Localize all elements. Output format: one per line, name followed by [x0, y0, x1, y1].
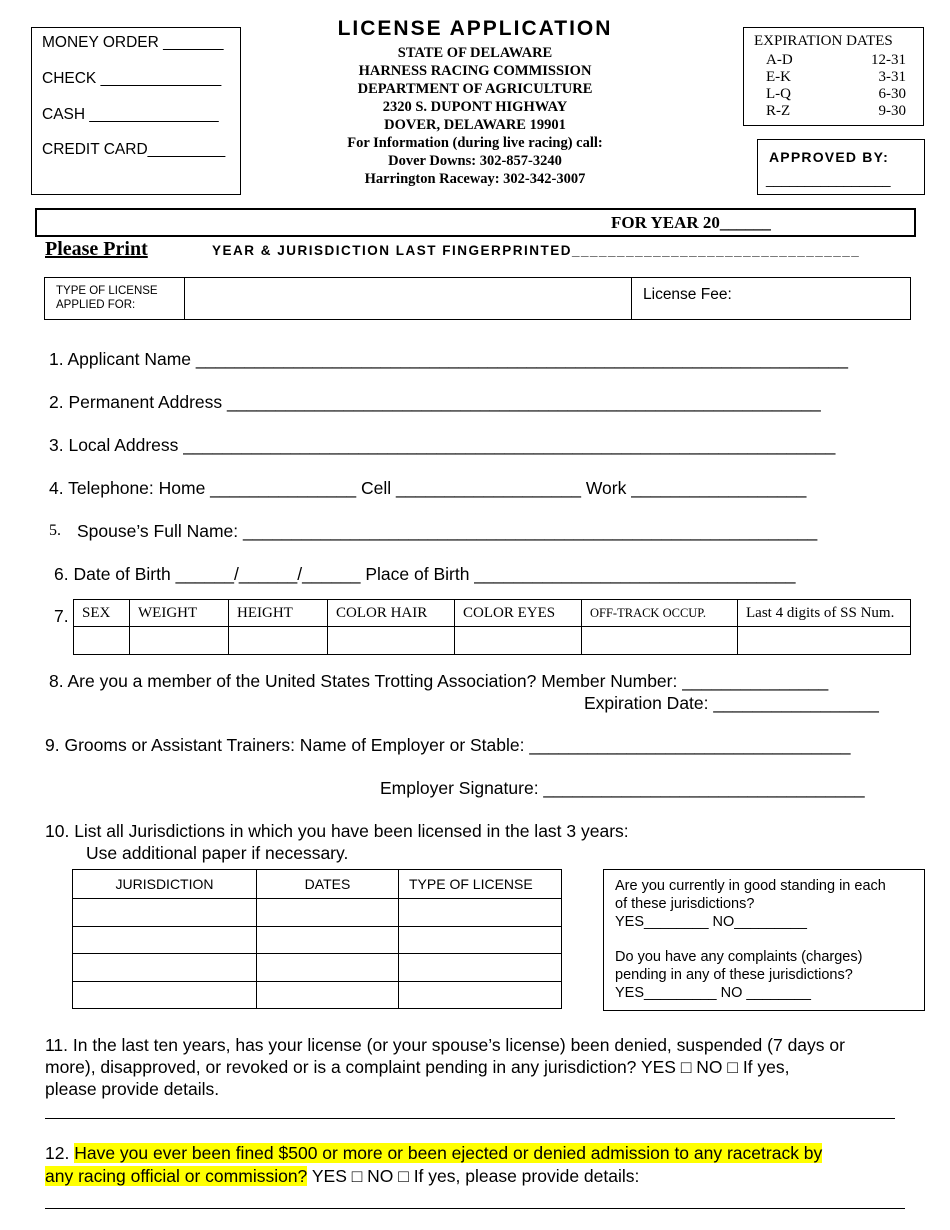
dates-cell[interactable] — [257, 954, 399, 982]
color-eyes-header: COLOR EYES — [455, 600, 582, 627]
license-type-label: TYPE OF LICENSE APPLIED FOR: — [45, 278, 185, 319]
harrington-phone: Harrington Raceway: 302-342-3007 — [364, 171, 586, 187]
q12-highlight-2: any racing official or commission? — [45, 1166, 308, 1186]
q11-line1: 11. In the last ten years, has your license (or your spouse’s license) been denied, suspended (7 days or — [45, 1035, 845, 1055]
ssn-last4-header: Last 4 digits of SS Num. — [738, 600, 911, 627]
ssn-last4-cell[interactable] — [738, 627, 911, 655]
year-bar — [35, 208, 916, 237]
color-eyes-cell[interactable] — [455, 627, 582, 655]
expiration-row: A-D 12-31 — [766, 52, 906, 68]
off-track-occupation-header: OFF-TRACK OCCUP. — [582, 600, 738, 627]
height-header: HEIGHT — [229, 600, 328, 627]
sex-header: SEX — [74, 600, 130, 627]
local-address-field[interactable]: 3. Local Address ___________________________________________________________________ — [49, 435, 836, 455]
employer-signature-field[interactable]: Employer Signature: _________________________________ — [380, 778, 865, 798]
type-of-license-header: TYPE OF LICENSE — [399, 870, 562, 899]
membership-expiration-field[interactable]: Expiration Date: _________________ — [584, 693, 879, 713]
complaints-answer[interactable]: YES_________ NO ________ — [615, 985, 811, 1001]
jurisdictions-table — [72, 869, 562, 1009]
state-line: STATE OF DELAWARE — [397, 45, 553, 61]
table-row — [73, 926, 562, 954]
cash-field[interactable]: CASH _______________ — [42, 106, 219, 123]
color-hair-header: COLOR HAIR — [328, 600, 455, 627]
q12-highlight-1: Have you ever been fined $500 or more or been ejected or denied admission to any racetrack by — [74, 1143, 823, 1163]
spouse-name-field[interactable]: Spouse’s Full Name: ___________________________________________________________ — [77, 521, 818, 541]
expiration-heading: EXPIRATION DATES — [754, 33, 893, 49]
table-row — [73, 981, 562, 1009]
sex-cell[interactable] — [74, 627, 130, 655]
weight-header: WEIGHT — [130, 600, 229, 627]
please-print-heading: Please Print — [45, 238, 148, 260]
good-standing-question: Are you currently in good standing in each of these jurisdictions? YES________ NO_________ — [615, 877, 915, 931]
height-cell[interactable] — [229, 627, 328, 655]
approved-by-label: APPROVED BY: — [769, 149, 889, 165]
expiration-row: E-K 3-31 — [766, 69, 906, 85]
expiration-row: R-Z 9-30 — [766, 103, 906, 119]
type-cell[interactable] — [399, 954, 562, 982]
q7-number: 7. — [54, 606, 69, 626]
ustrotting-member-field[interactable]: 8. Are you a member of the United States Trotting Association? Member Number: _______________ — [49, 671, 829, 691]
personal-details-table — [73, 599, 911, 655]
q11-line2[interactable]: more), disapproved, or revoked or is a complaint pending in any jurisdiction? YES □ NO □ If yes, — [45, 1057, 790, 1077]
employer-name-field[interactable]: 9. Grooms or Assistant Trainers: Name of Employer or Stable: _________________________________ — [45, 735, 851, 755]
q11-line3: please provide details. — [45, 1079, 220, 1099]
jurisdiction-cell[interactable] — [73, 981, 257, 1009]
jurisdiction-cell[interactable] — [73, 926, 257, 954]
standing-questions-box — [603, 869, 925, 1011]
approved-by-box — [757, 139, 925, 195]
dates-header: DATES — [257, 870, 399, 899]
jurisdiction-header: JURISDICTION — [73, 870, 257, 899]
permanent-address-field[interactable]: 2. Permanent Address _____________________________________________________________ — [49, 392, 821, 412]
q11-details-line[interactable] — [45, 1118, 895, 1119]
city-line: DOVER, DELAWARE 19901 — [384, 117, 566, 133]
expiration-row: L-Q 6-30 — [766, 86, 906, 102]
license-type-box — [44, 277, 911, 320]
commission-line: HARNESS RACING COMMISSION — [358, 63, 592, 79]
complaints-question: Do you have any complaints (charges) pending in any of these jurisdictions? YES_________ NO ________ — [615, 948, 915, 1002]
form-header — [280, 14, 670, 188]
money-order-field[interactable]: MONEY ORDER _______ — [42, 34, 224, 51]
check-field[interactable]: CHECK ______________ — [42, 70, 222, 87]
dates-cell[interactable] — [257, 899, 399, 927]
jurisdiction-cell[interactable] — [73, 954, 257, 982]
info-line: For Information (during live racing) call: — [347, 135, 603, 151]
good-standing-answer[interactable]: YES________ NO_________ — [615, 914, 807, 930]
for-year-field[interactable]: FOR YEAR 20______ — [611, 213, 771, 232]
license-fee-field[interactable]: License Fee: — [631, 278, 912, 319]
type-cell[interactable] — [399, 981, 562, 1009]
q12-details-line[interactable] — [45, 1208, 905, 1209]
fingerprint-field[interactable]: YEAR & JURISDICTION LAST FINGERPRINTED________________________________ — [212, 243, 861, 258]
dates-cell[interactable] — [257, 981, 399, 1009]
telephone-fields[interactable]: 4. Telephone: Home _______________ Cell ___________________ Work __________________ — [49, 478, 807, 498]
q5-number: 5. — [49, 522, 61, 539]
page-title: LICENSE APPLICATION — [337, 17, 613, 40]
type-cell[interactable] — [399, 899, 562, 927]
department-line: DEPARTMENT OF AGRICULTURE — [357, 81, 593, 97]
street-line: 2320 S. DUPONT HIGHWAY — [382, 99, 568, 115]
approved-by-line[interactable]: ________________ — [766, 171, 891, 187]
type-cell[interactable] — [399, 926, 562, 954]
q12-line2[interactable]: any racing official or commission? YES □ NO □ If yes, please provide details: — [45, 1166, 640, 1186]
q10-subtext: Use additional paper if necessary. — [86, 843, 349, 863]
birth-fields[interactable]: 6. Date of Birth ______/______/______ Place of Birth _________________________________ — [54, 564, 796, 584]
off-track-occupation-cell[interactable] — [582, 627, 738, 655]
credit-card-field[interactable]: CREDIT CARD_________ — [42, 141, 226, 158]
color-hair-cell[interactable] — [328, 627, 455, 655]
table-row — [73, 899, 562, 927]
jurisdiction-cell[interactable] — [73, 899, 257, 927]
q12-line1: 12. Have you ever been fined $500 or more or been ejected or denied admission to any racetrack by — [45, 1143, 823, 1163]
table-row — [73, 954, 562, 982]
payment-method-box — [31, 27, 241, 195]
dover-downs-phone: Dover Downs: 302-857-3240 — [388, 153, 562, 169]
expiration-dates-box — [743, 27, 924, 126]
weight-cell[interactable] — [130, 627, 229, 655]
dates-cell[interactable] — [257, 926, 399, 954]
applicant-name-field[interactable]: 1. Applicant Name ___________________________________________________________________ — [49, 349, 848, 369]
q10-text: 10. List all Jurisdictions in which you have been licensed in the last 3 years: — [45, 821, 629, 841]
